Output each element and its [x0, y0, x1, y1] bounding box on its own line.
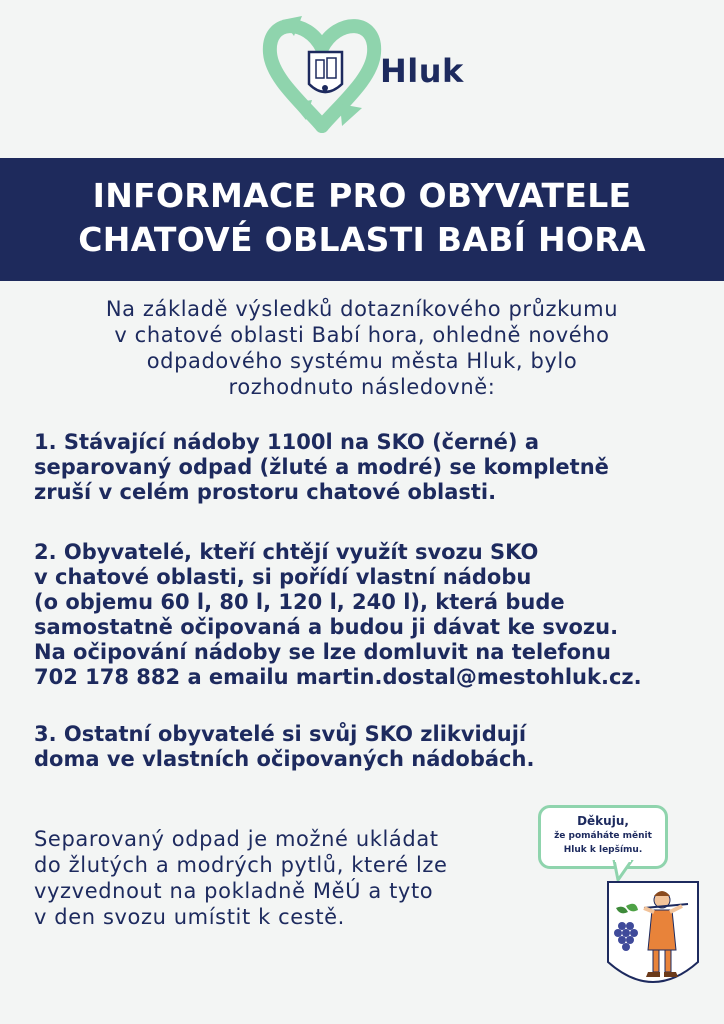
point-line: Na očipování nádoby se lze domluvit na telefonu — [34, 640, 611, 664]
intro-line: odpadového systému města Hluk, bylo — [146, 349, 578, 373]
point-line: 1. Stávající nádoby 1100l na SKO (černé) a — [34, 430, 539, 454]
bubble-line: že pomáháte měnit — [554, 831, 652, 841]
header-logo — [0, 0, 724, 158]
banner-title-line-1: INFORMACE PRO OBYVATELE — [92, 176, 632, 215]
point-line: 3. Ostatní obyvatelé si svůj SKO zlikvidují — [34, 722, 527, 746]
recycle-heart-icon — [262, 8, 382, 148]
bubble-line: Hluk k lepšímu. — [563, 845, 643, 855]
city-crest-icon — [604, 878, 702, 1002]
bubble-title: Děkuju, — [577, 814, 629, 828]
thank-you-bubble — [538, 805, 668, 869]
point-3 — [34, 722, 714, 772]
point-line: zruší v celém prostoru chatové oblasti. — [34, 480, 497, 504]
point-2 — [34, 540, 714, 690]
logo-wordmark: Hluk — [380, 52, 464, 90]
note-line: do žlutých a modrých pytlů, které lze — [34, 853, 448, 877]
note-line: Separovaný odpad je možné ukládat — [34, 827, 439, 851]
banner-title-line-2: CHATOVÉ OBLASTI BABÍ HORA — [78, 220, 646, 259]
intro-line: rozhodnuto následovně: — [228, 375, 496, 399]
note-line: v den svozu umístit k cestě. — [34, 905, 345, 929]
point-line: 702 178 882 a emailu martin.dostal@mestohluk.cz. — [34, 665, 642, 689]
point-line: (o objemu 60 l, 80 l, 120 l, 240 l), která bude — [34, 590, 565, 614]
point-1 — [34, 430, 714, 505]
separation-note — [34, 826, 534, 930]
point-line: samostatně očipovaná a budou ji dávat ke svozu. — [34, 615, 619, 639]
note-line: vyzvednout na pokladně MěÚ a tyto — [34, 879, 434, 903]
intro-paragraph — [40, 296, 684, 400]
intro-line: Na základě výsledků dotazníkového průzkumu — [105, 297, 619, 321]
intro-line: v chatové oblasti Babí hora, ohledně nového — [114, 323, 610, 347]
point-line: separovaný odpad (žluté a modré) se kompletně — [34, 455, 609, 479]
point-line: 2. Obyvatelé, kteří chtějí využít svozu SKO — [34, 540, 539, 564]
point-line: v chatové oblasti, si pořídí vlastní nádobu — [34, 565, 532, 589]
title-banner — [0, 158, 724, 281]
point-line: doma ve vlastních očipovaných nádobách. — [34, 747, 535, 771]
